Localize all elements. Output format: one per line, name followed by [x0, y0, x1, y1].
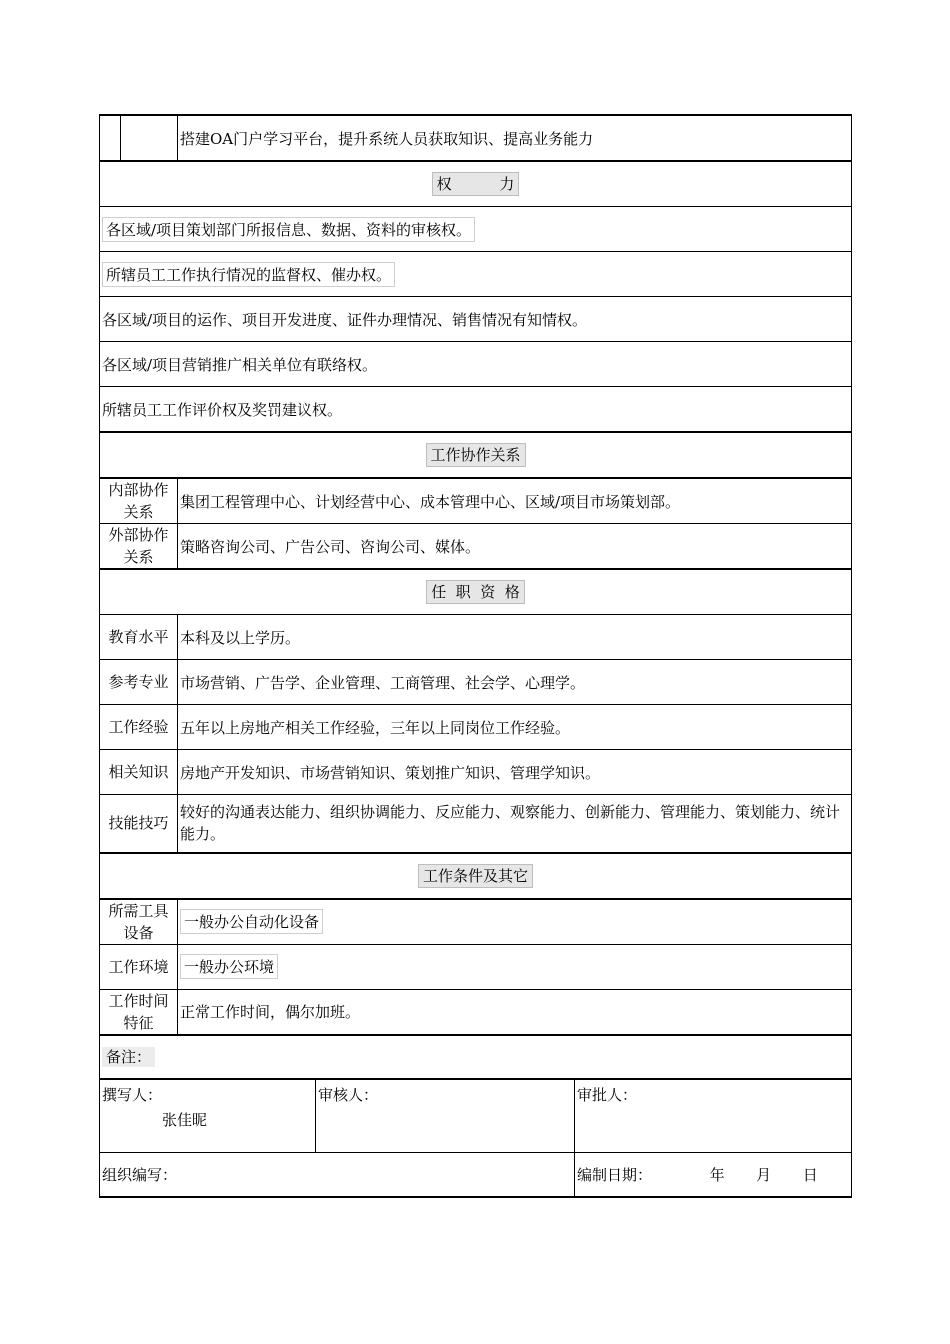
date-label: 编制日期：: [577, 1165, 653, 1184]
qualification-value: 较好的沟通表达能力、组织协调能力、反应能力、观察能力、创新能力、管理能力、策划能力、统计能力。: [178, 795, 852, 853]
authority-item: 各区域/项目营销推广相关单位有联络权。: [100, 342, 852, 387]
qualification-value: 五年以上房地产相关工作经验，三年以上同岗位工作经验。: [178, 705, 852, 750]
qualification-label: 相关知识: [100, 750, 178, 795]
qualification-label: 参考专业: [100, 660, 178, 705]
condition-row: [100, 944, 852, 989]
job-description-table: [99, 114, 851, 1198]
qualification-value: 房地产开发知识、市场营销知识、策划推广知识、管理学知识。: [178, 750, 852, 795]
qualification-value: 本科及以上学历。: [178, 615, 852, 660]
qualification-row: [100, 795, 852, 853]
condition-label: 所需工具设备: [100, 899, 178, 945]
qualification-row: [100, 750, 852, 795]
qualification-label: 技能技巧: [100, 795, 178, 853]
remarks-label: 备注：: [102, 1047, 155, 1067]
date-cell: [575, 1153, 852, 1197]
qualification-row: [100, 660, 852, 705]
relation-row: [100, 524, 852, 570]
authority-item-row: [100, 207, 852, 252]
relation-value: 集团工程管理中心、计划经营中心、成本管理中心、区域/项目市场策划部。: [178, 478, 852, 524]
relation-label: 外部协作关系: [100, 524, 178, 570]
remarks-row: [100, 1035, 852, 1079]
training-text: 搭建OA门户学习平台，提升系统人员获取知识、提高业务能力: [178, 115, 852, 161]
signature-row: [100, 1079, 852, 1153]
date-year: 年: [709, 1165, 725, 1184]
qualification-value: 市场营销、广告学、企业管理、工商管理、社会学、心理学。: [178, 660, 852, 705]
reviewer-label: 审核人：: [318, 1085, 379, 1104]
authority-item: 各区域/项目的运作、项目开发进度、证件办理情况、销售情况有知情权。: [100, 297, 852, 342]
org-label: 组织编写：: [100, 1153, 575, 1197]
relation-label: 内部协作关系: [100, 478, 178, 524]
authority-header-row: [100, 161, 852, 207]
relations-title: 工作协作关系: [426, 443, 526, 467]
condition-row: [100, 989, 852, 1035]
qualification-row: [100, 705, 852, 750]
conditions-header-row: [100, 853, 852, 899]
authority-title: 权 力: [432, 172, 520, 196]
training-row: [100, 115, 852, 161]
condition-row: [100, 899, 852, 945]
condition-value: 一般办公自动化设备: [180, 909, 323, 934]
condition-label: 工作环境: [100, 944, 178, 989]
date-month: 月: [756, 1165, 772, 1184]
writer-label: 撰写人：: [102, 1085, 163, 1104]
relation-value: 策略咨询公司、广告公司、咨询公司、媒体。: [178, 524, 852, 570]
authority-item: 各区域/项目策划部门所报信息、数据、资料的审核权。: [102, 217, 475, 242]
qualification-row: [100, 615, 852, 660]
qualifications-header-row: [100, 569, 852, 615]
authority-item-row: [100, 297, 852, 342]
writer-name: 张佳昵: [162, 1110, 208, 1129]
authority-item: 所辖员工工作评价权及奖罚建议权。: [100, 387, 852, 433]
condition-label: 工作时间特征: [100, 989, 178, 1035]
approver-label: 审批人：: [577, 1085, 638, 1104]
relations-header-row: [100, 432, 852, 478]
condition-value: 一般办公环境: [180, 954, 278, 979]
condition-value: 正常工作时间，偶尔加班。: [178, 989, 852, 1035]
empty-cell: [100, 115, 121, 161]
relation-row: [100, 478, 852, 524]
qualification-label: 教育水平: [100, 615, 178, 660]
footer-row: [100, 1153, 852, 1197]
qualification-label: 工作经验: [100, 705, 178, 750]
authority-item-row: [100, 342, 852, 387]
authority-item: 所辖员工工作执行情况的监督权、催办权。: [102, 262, 395, 287]
conditions-title: 工作条件及其它: [418, 864, 533, 888]
date-day: 日: [802, 1165, 818, 1184]
qualifications-title: 任 职 资 格: [426, 580, 525, 604]
authority-item-row: [100, 252, 852, 297]
authority-item-row: [100, 387, 852, 433]
empty-cell: [121, 115, 178, 161]
